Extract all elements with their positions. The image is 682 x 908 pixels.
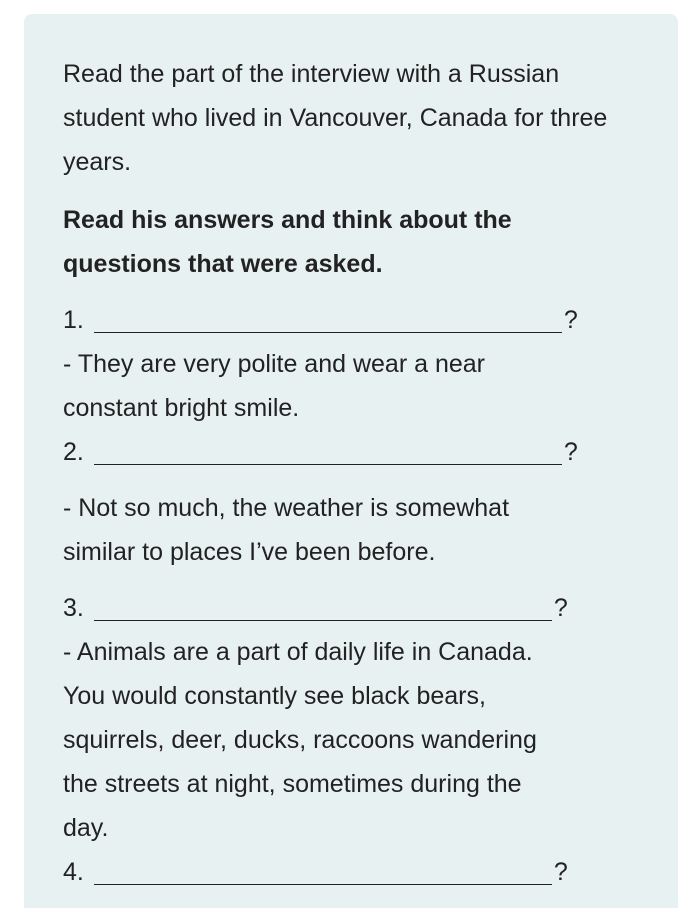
answer-blank xyxy=(94,438,562,465)
question-mark: ? xyxy=(563,438,578,466)
question-number: 3. xyxy=(63,594,84,622)
question-number: 2. xyxy=(63,438,84,466)
answer-line: - Animals are a part of daily life in Canada. xyxy=(63,638,533,666)
question-line-2 xyxy=(63,430,623,474)
question-item-3 xyxy=(63,586,623,850)
answer-blank xyxy=(94,306,562,333)
answer-line: the streets at night, sometimes during the xyxy=(63,770,522,798)
answer-line: day. xyxy=(63,814,109,842)
answer-line: - Not so much, the weather is somewhat xyxy=(63,494,510,522)
question-item-2 xyxy=(63,430,623,574)
question-line-3 xyxy=(63,586,623,630)
answer-line: - They are very polite and wear a near xyxy=(63,350,485,378)
answer-line: squirrels, deer, ducks, raccoons wandering xyxy=(63,726,537,754)
answer-blank xyxy=(94,858,552,885)
question-mark: ? xyxy=(563,306,578,334)
question-mark: ? xyxy=(553,858,568,886)
question-number: 1. xyxy=(63,306,84,334)
answer-line: similar to places I’ve been before. xyxy=(63,538,436,566)
question-number: 4. xyxy=(63,858,84,886)
answer-blank xyxy=(94,594,552,621)
question-line-4 xyxy=(63,850,623,894)
instruction-text: Read his answers and think about the questions that were asked. xyxy=(63,206,512,278)
question-item-1 xyxy=(63,298,623,430)
question-mark: ? xyxy=(553,594,568,622)
question-item-4 xyxy=(63,850,623,894)
question-line-1 xyxy=(63,298,623,342)
intro-text: Read the part of the interview with a Russian student who lived in Vancouver, Canada for three years. xyxy=(63,60,608,176)
answer-line: You would constantly see black bears, xyxy=(63,682,486,710)
answer-line: constant bright smile. xyxy=(63,394,300,422)
worksheet-content xyxy=(63,52,623,894)
